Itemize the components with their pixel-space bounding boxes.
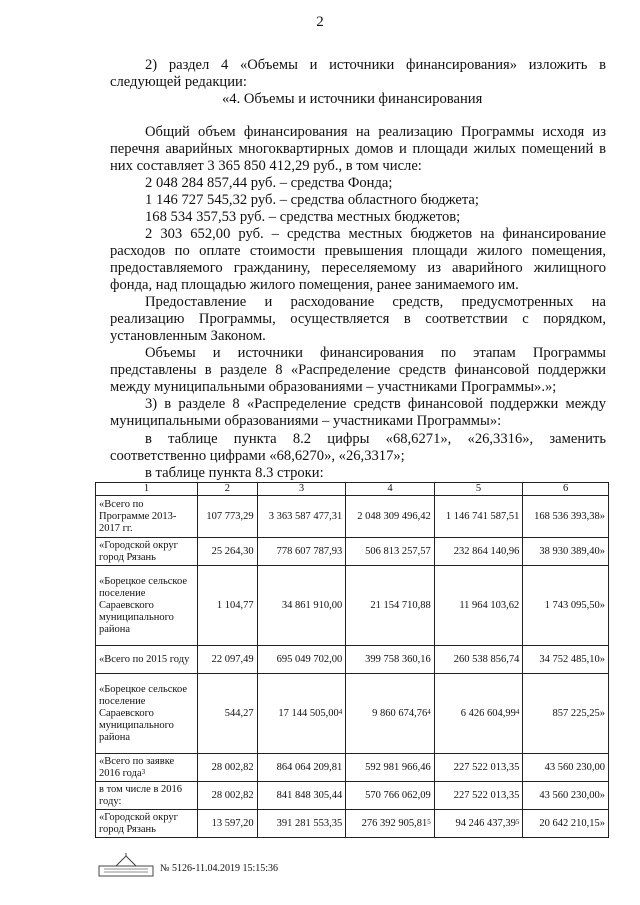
cell: 168 536 393,38» xyxy=(523,496,609,538)
cell: 28 002,82 xyxy=(198,782,258,810)
section-heading: «4. Объемы и источники финансирования xyxy=(222,91,483,107)
column-header: 2 xyxy=(198,483,258,496)
cell xyxy=(346,674,435,754)
paragraph-line: в таблице пункта 8.2 цифры «68,6271», «26,3316», заменить xyxy=(145,431,606,447)
cell: 20 642 210,15» xyxy=(523,810,609,838)
cell-value: 6 426 604,99 xyxy=(460,707,516,719)
table-row xyxy=(96,754,609,782)
paragraph-line: соответственно цифрами «68,6270», «26,3317»; xyxy=(110,448,405,464)
table-row xyxy=(96,496,609,538)
paragraph-line: муниципальными образованиями – участниками Программы»: xyxy=(110,413,502,429)
table-row xyxy=(96,782,609,810)
table-row xyxy=(96,538,609,566)
paragraph-line: 168 534 357,53 руб. – средства местных бюджетов; xyxy=(145,209,461,225)
registration-footer: № 5126-11.04.2019 15:15:36 xyxy=(160,863,279,874)
paragraph-line: Общий объем финансирования на реализацию Программы исходя из xyxy=(145,124,606,140)
footnote-mark: 4 xyxy=(427,707,431,716)
table-header-row xyxy=(96,483,609,496)
row-label: «Борецкое сельское поселение Сараевского муниципального района xyxy=(96,566,198,646)
row-label xyxy=(96,754,198,782)
footnote-mark: 3 xyxy=(141,767,146,776)
table-row xyxy=(96,566,609,646)
cell: 570 766 062,09 xyxy=(346,782,435,810)
cell: 34 861 910,00 xyxy=(257,566,346,646)
row-label-text: «Всего по заявке 2016 года xyxy=(99,755,175,779)
paragraph-line: Предоставление и расходование средств, предусмотренных на xyxy=(145,294,606,310)
cell xyxy=(434,674,523,754)
cell: 227 522 013,35 xyxy=(434,754,523,782)
cell: 43 560 230,00» xyxy=(523,782,609,810)
cell: 857 225,25» xyxy=(523,674,609,754)
cell: 544,27 xyxy=(198,674,258,754)
registry-stamp-icon xyxy=(98,852,154,878)
cell: 25 264,30 xyxy=(198,538,258,566)
footnote-mark: 4 xyxy=(338,707,343,716)
cell: 13 597,20 xyxy=(198,810,258,838)
cell xyxy=(346,810,435,838)
cell xyxy=(257,674,346,754)
cell: 107 773,29 xyxy=(198,496,258,538)
cell xyxy=(434,810,523,838)
column-header: 3 xyxy=(257,483,346,496)
paragraph-line: фонда, над площадью жилого помещения, ранее занимаемого им. xyxy=(110,277,519,293)
cell: 34 752 485,10» xyxy=(523,646,609,674)
paragraph-line: 2 303 652,00 руб. – средства местных бюджетов на финансирование xyxy=(145,226,606,242)
paragraph-line: расходов по оплате стоимости превышения площади жилого помещения, xyxy=(110,243,606,259)
paragraph-line: 2 048 284 857,44 руб. – средства Фонда; xyxy=(145,175,393,191)
cell: 11 964 103,62 xyxy=(434,566,523,646)
paragraph-line: следующей редакции: xyxy=(110,74,247,90)
cell: 260 538 856,74 xyxy=(434,646,523,674)
paragraph-line: перечня аварийных многоквартирных домов и площади жилых помещений в xyxy=(110,141,606,157)
cell-value: 9 860 674,76 xyxy=(372,707,428,719)
cell: 1 743 095,50» xyxy=(523,566,609,646)
cell: 3 363 587 477,31 xyxy=(257,496,346,538)
row-label: в том числе в 2016 году: xyxy=(96,782,198,810)
cell: 22 097,49 xyxy=(198,646,258,674)
page-number: 2 xyxy=(316,14,324,30)
financing-table xyxy=(95,482,609,838)
footnote-mark: 5 xyxy=(515,817,520,826)
row-label: «Городской округ город Рязань xyxy=(96,810,198,838)
column-header: 5 xyxy=(434,483,523,496)
table-row xyxy=(96,646,609,674)
column-header: 4 xyxy=(346,483,435,496)
cell: 43 560 230,00 xyxy=(523,754,609,782)
paragraph-line: установленным Законом. xyxy=(110,328,266,344)
paragraph-line: 2) раздел 4 «Объемы и источники финансирования» изложить в xyxy=(145,57,606,73)
cell: 399 758 360,16 xyxy=(346,646,435,674)
cell: 227 522 013,35 xyxy=(434,782,523,810)
paragraph-line: 3) в разделе 8 «Распределение средств финансовой поддержки между xyxy=(145,396,606,412)
footnote-mark: 4 xyxy=(515,707,520,716)
cell: 2 048 309 496,42 xyxy=(346,496,435,538)
cell: 1 146 741 587,51 xyxy=(434,496,523,538)
cell: 391 281 553,35 xyxy=(257,810,346,838)
cell: 864 064 209,81 xyxy=(257,754,346,782)
cell: 695 049 702,00 xyxy=(257,646,346,674)
cell: 506 813 257,57 xyxy=(346,538,435,566)
footnote-mark: 5 xyxy=(427,817,431,826)
table-row xyxy=(96,810,609,838)
column-header: 6 xyxy=(523,483,609,496)
row-label: «Городской округ город Рязань xyxy=(96,538,198,566)
cell: 232 864 140,96 xyxy=(434,538,523,566)
cell: 841 848 305,44 xyxy=(257,782,346,810)
cell-value: 17 144 505,00 xyxy=(278,707,339,719)
row-label: «Всего по Программе 2013-2017 гг. xyxy=(96,496,198,538)
cell: 778 607 787,93 xyxy=(257,538,346,566)
cell-value: 94 246 437,39 xyxy=(455,817,516,829)
cell: 1 104,77 xyxy=(198,566,258,646)
column-header: 1 xyxy=(96,483,198,496)
paragraph-line: в таблице пункта 8.3 строки: xyxy=(145,465,324,481)
paragraph-line: реализацию Программы, осуществляется в соответствии с порядком, xyxy=(110,311,606,327)
paragraph-line: 1 146 727 545,32 руб. – средства областного бюджета; xyxy=(145,192,479,208)
paragraph-line: них составляет 3 365 850 412,29 руб., в том числе: xyxy=(110,158,422,174)
paragraph-line: представлены в разделе 8 «Распределение средств финансовой поддержки xyxy=(110,362,606,378)
row-label: «Борецкое сельское поселение Сараевского муниципального района xyxy=(96,674,198,754)
cell: 28 002,82 xyxy=(198,754,258,782)
paragraph-line: между муниципальными образованиями – участниками Программы».»; xyxy=(110,379,557,395)
table-row xyxy=(96,674,609,754)
paragraph-line: предоставляемого гражданину, переселяемому из аварийного жилищного xyxy=(110,260,606,276)
row-label: «Всего по 2015 году xyxy=(96,646,198,674)
cell: 38 930 389,40» xyxy=(523,538,609,566)
cell: 592 981 966,46 xyxy=(346,754,435,782)
cell-value: 276 392 905,81 xyxy=(361,817,428,829)
cell: 21 154 710,88 xyxy=(346,566,435,646)
paragraph-line: Объемы и источники финансирования по этапам Программы xyxy=(145,345,606,361)
